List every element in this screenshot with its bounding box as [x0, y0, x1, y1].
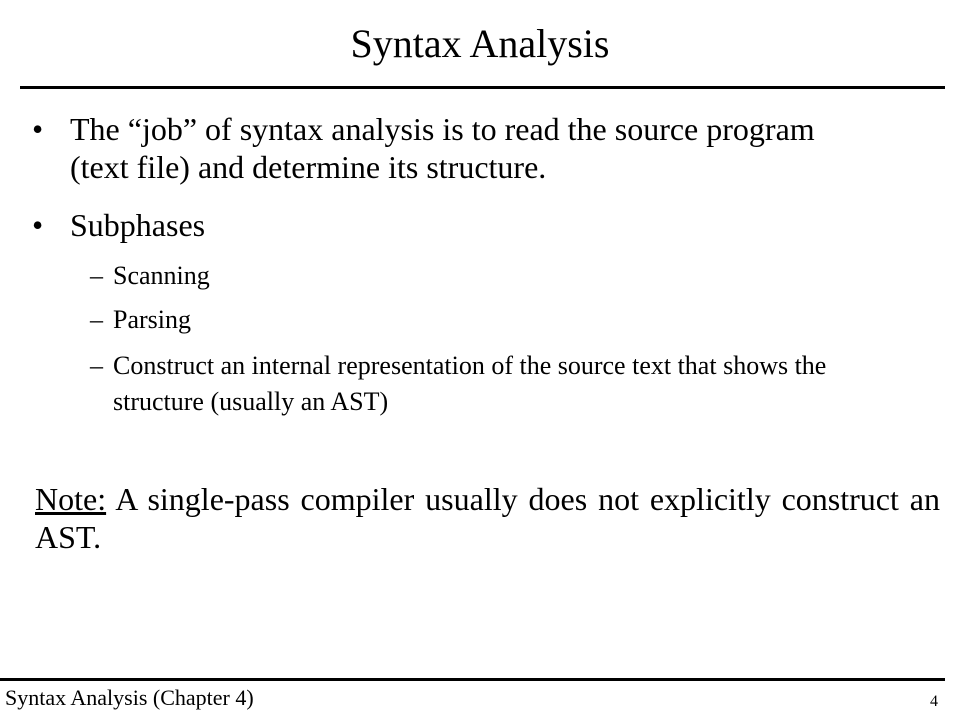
title-divider [20, 86, 945, 89]
note-text: A single-pass compiler usually does not explicitly construct an AST. [35, 481, 940, 555]
dash-marker: – [90, 305, 103, 334]
note-paragraph [35, 480, 940, 556]
page-number: 4 [930, 693, 938, 710]
bullet-job-description: The “job” of syntax analysis is to read the source program (text file) and determine its structure. [70, 111, 815, 185]
note-label: Note: [35, 481, 107, 517]
footer-divider [0, 678, 945, 681]
bullet-marker: • [32, 111, 44, 147]
bullet-subphases: Subphases [70, 207, 206, 243]
footer-title: Syntax Analysis (Chapter 4) [5, 685, 254, 710]
dash-marker: – [90, 261, 103, 290]
subitem-scanning: Scanning [113, 261, 210, 290]
subitem-construct-ast: Construct an internal representation of the source text that shows the structure (usually an AST) [113, 351, 827, 416]
dash-marker: – [90, 351, 103, 380]
bullet-marker: • [32, 207, 44, 243]
slide-title: Syntax Analysis [350, 21, 610, 66]
subitem-parsing: Parsing [113, 305, 191, 334]
